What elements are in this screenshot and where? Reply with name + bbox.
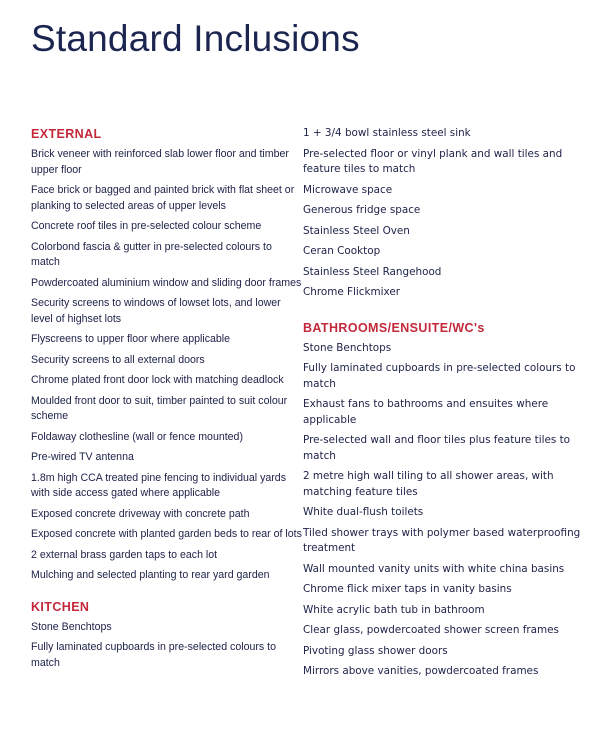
list-item: Concrete roof tiles in pre-selected colour scheme: [31, 220, 262, 232]
list-item: Pre-selected wall and floor tiles plus feature tiles to match: [303, 434, 571, 462]
page-title: Standard Inclusions: [31, 18, 360, 59]
list-item: Chrome plated front door lock with matching deadlock: [31, 374, 284, 386]
list-item: Security screens to all external doors: [31, 353, 205, 366]
list-item: 2 metre high wall tiling to all shower areas, with matching feature tiles: [303, 470, 554, 498]
list-item: Flyscreens to upper floor where applicable: [31, 333, 231, 345]
list-item: Brick veneer with reinforced slab lower floor and timber upper floor: [31, 148, 289, 176]
list-item: Microwave space: [303, 183, 393, 196]
section-heading-kitchen: KITCHEN: [31, 599, 90, 614]
right-column: [303, 126, 588, 685]
list-item: Exposed concrete with planted garden beds to rear of lots: [31, 528, 302, 540]
list-item: Stone Benchtops: [31, 620, 112, 633]
list-item: Generous fridge space: [303, 204, 421, 216]
list-item: Pre-selected floor or vinyl plank and wall tiles and feature tiles to match: [303, 147, 563, 175]
list-item: Tiled shower trays with polymer based waterproofing treatment: [303, 526, 581, 554]
list-item: Face brick or bagged and painted brick with flat sheet or planking to selected areas of upper levels: [31, 184, 295, 212]
list-item: Chrome Flickmixer: [303, 286, 401, 298]
kitchen-list-right: [303, 126, 588, 301]
list-item: Pivoting glass shower doors: [303, 644, 448, 657]
list-item: Colorbond fascia & gutter in pre-selected colours to match: [31, 240, 272, 268]
list-item: Security screens to windows of lowset lots, and lower level of highset lots: [31, 297, 281, 325]
list-item: Stone Benchtops: [303, 341, 392, 354]
bathrooms-list: [303, 341, 588, 680]
external-list: [31, 147, 303, 584]
list-item: Clear glass, powdercoated shower screen frames: [303, 624, 559, 636]
list-item: Exposed concrete driveway with concrete path: [31, 507, 250, 520]
list-item: Wall mounted vanity units with white china basins: [303, 562, 565, 575]
list-item: White dual-flush toilets: [303, 506, 424, 518]
list-item: Fully laminated cupboards in pre-selected colours to match: [31, 641, 276, 669]
list-item: Exhaust fans to bathrooms and ensuites where applicable: [303, 398, 549, 426]
list-item: Foldaway clothesline (wall or fence mounted): [31, 430, 243, 443]
list-item: Powdercoated aluminium window and sliding door frames: [31, 276, 302, 289]
list-item: Stainless Steel Rangehood: [303, 265, 442, 278]
list-item: Chrome flick mixer taps in vanity basins: [303, 583, 512, 595]
list-item: Pre-wired TV antenna: [31, 451, 134, 463]
list-item: White acrylic bath tub in bathroom: [303, 603, 485, 616]
left-column: [31, 127, 303, 676]
section-heading-bathrooms: BATHROOMS/ENSUITE/WC's: [303, 320, 485, 335]
list-item: Mulching and selected planting to rear yard garden: [31, 569, 270, 581]
kitchen-list-left: [31, 620, 303, 672]
list-item: 2 external brass garden taps to each lot: [31, 548, 218, 561]
list-item: Ceran Cooktop: [303, 245, 381, 257]
section-heading-external: EXTERNAL: [31, 127, 102, 141]
list-item: Stainless Steel Oven: [303, 224, 410, 237]
list-item: Mirrors above vanities, powdercoated frames: [303, 665, 539, 677]
list-item: Fully laminated cupboards in pre-selected colours to match: [303, 362, 576, 390]
list-item: Moulded front door to suit, timber painted to suit colour scheme: [31, 394, 288, 422]
list-item: 1 + 3/4 bowl stainless steel sink: [303, 127, 471, 139]
list-item: 1.8m high CCA treated pine fencing to individual yards with side access gated where applicable: [31, 471, 286, 499]
